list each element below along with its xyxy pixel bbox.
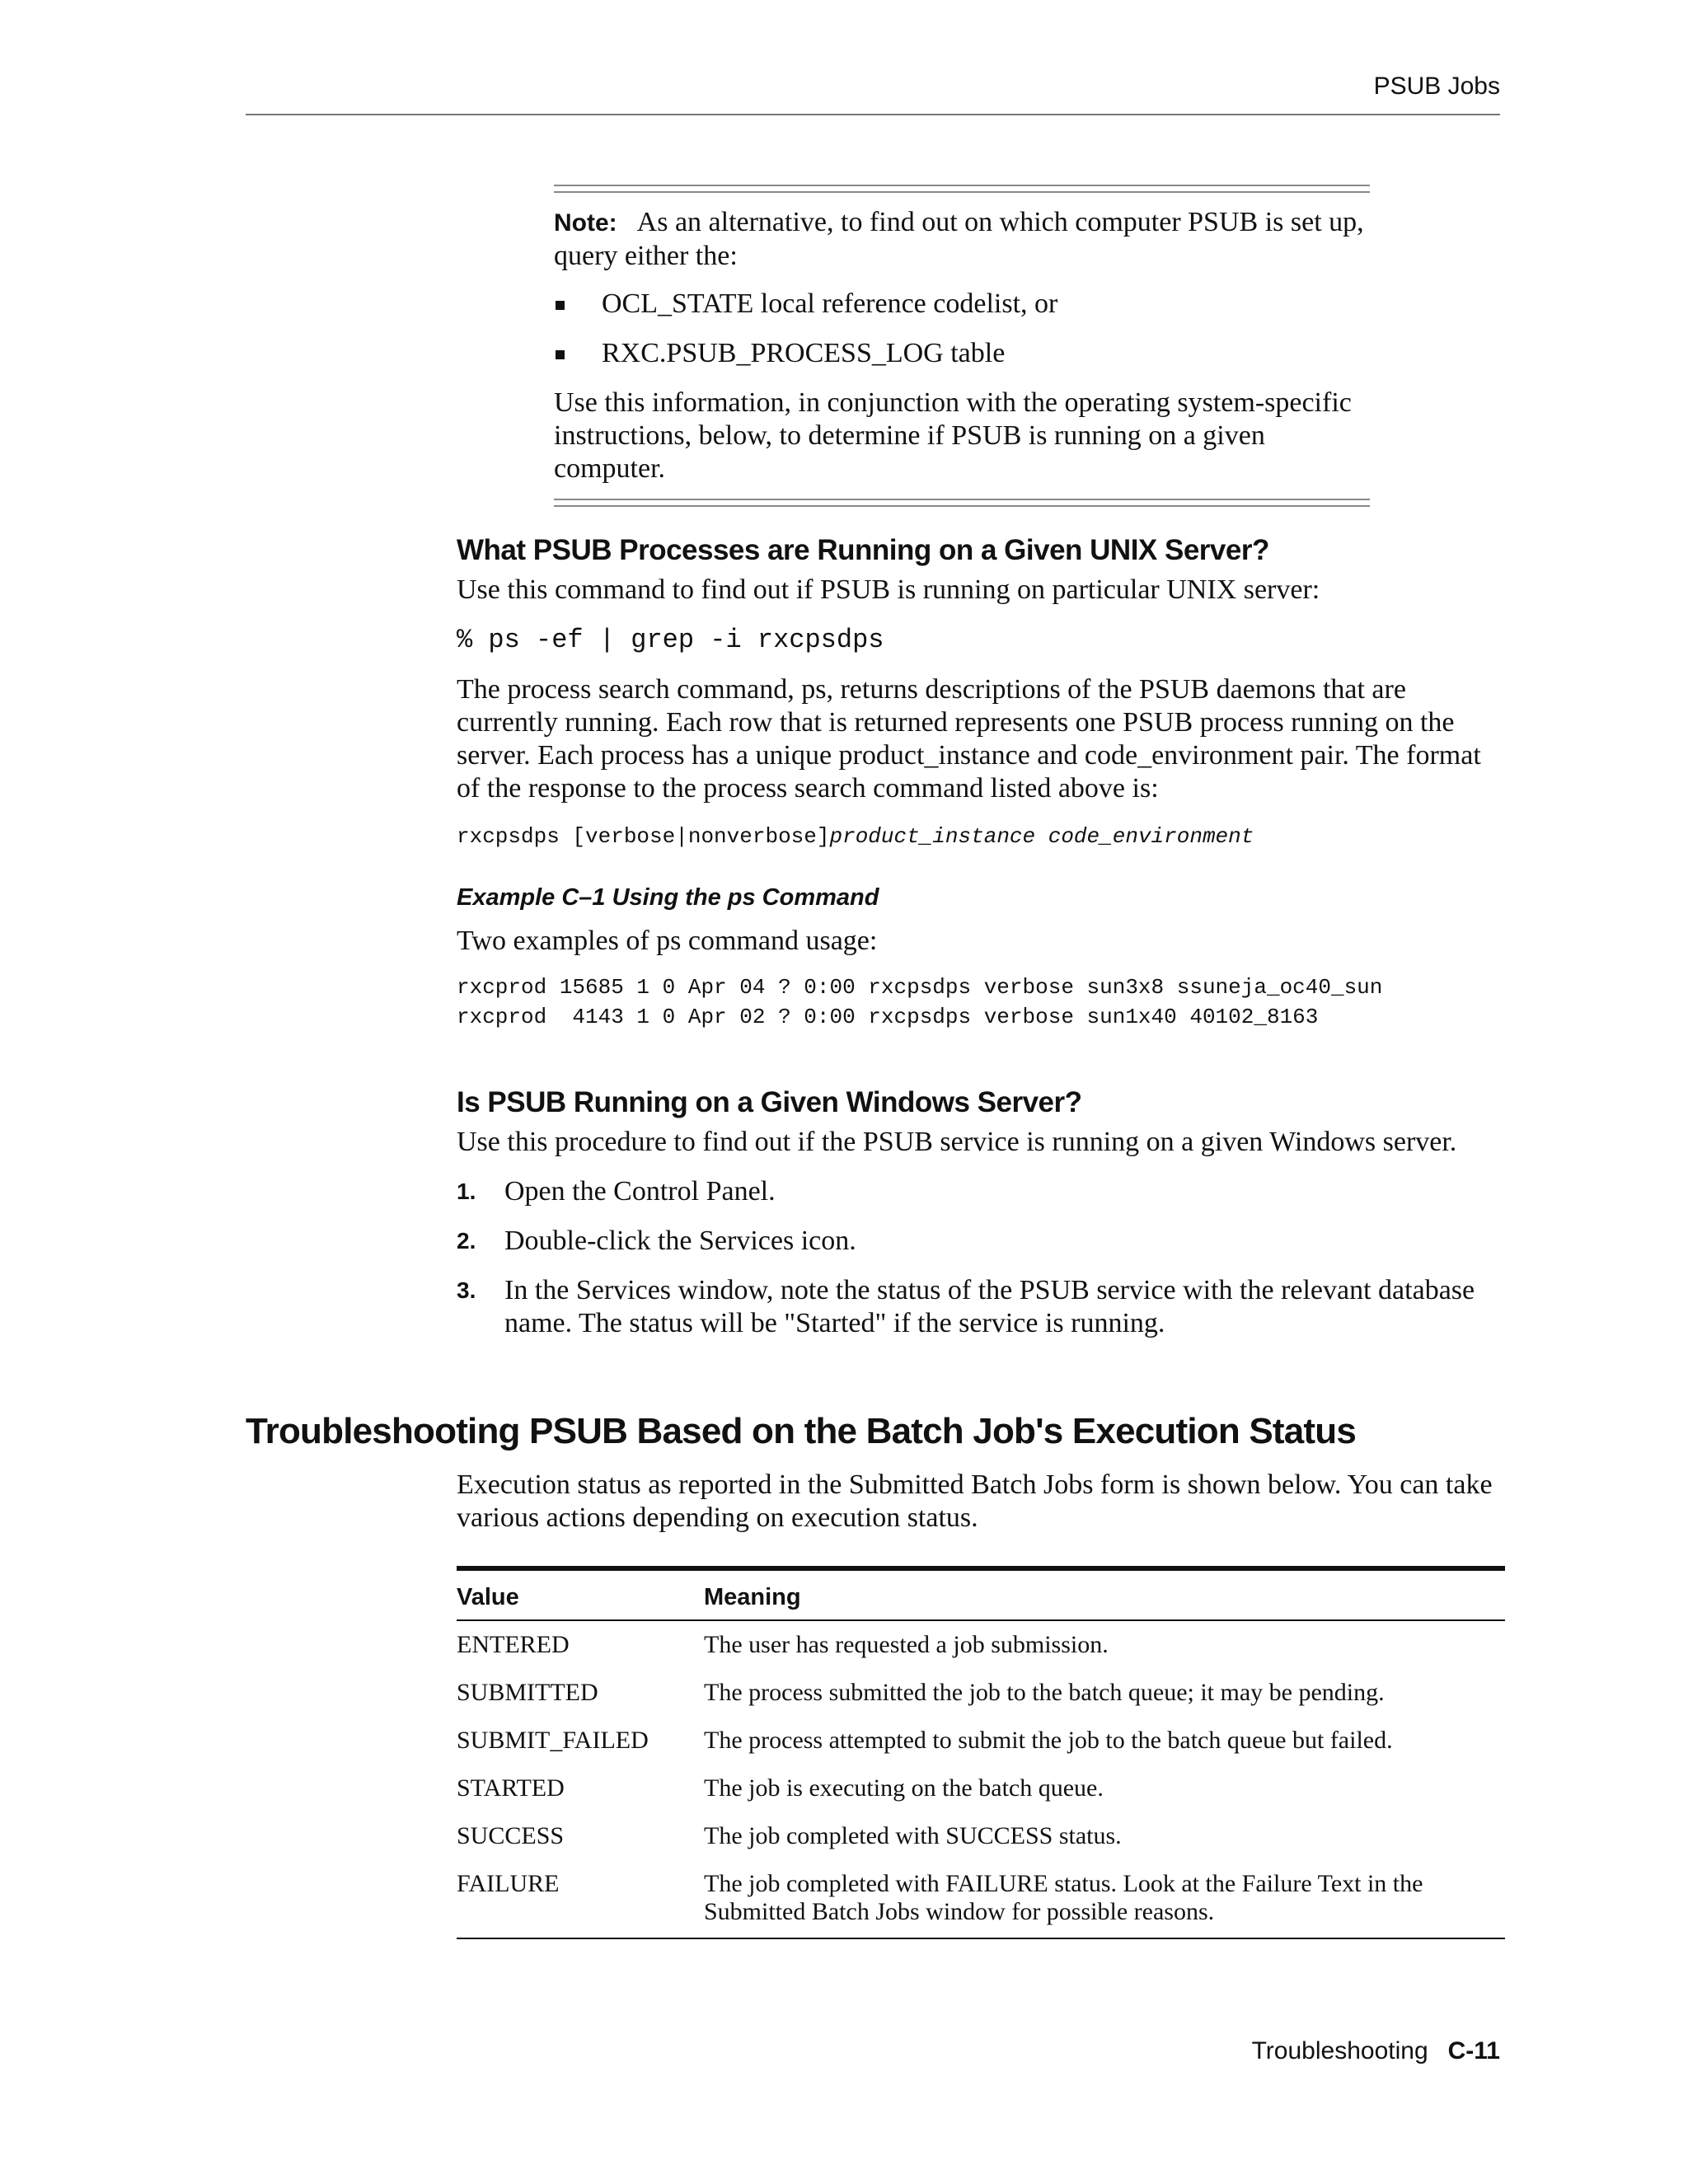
footer-section: Troubleshooting (1251, 2037, 1428, 2064)
table-row (457, 1620, 1505, 1669)
status-meaning: The user has requested a job submission. (704, 1631, 1109, 1658)
status-value: SUBMITTED (457, 1679, 598, 1706)
example-title: Example C–1 Using the ps Command (457, 884, 879, 911)
note-bullet-list (554, 288, 1370, 370)
column-header-value: Value (457, 1568, 704, 1620)
table-row (457, 1669, 1505, 1717)
note-body (554, 193, 1370, 499)
note-intro-text: As an alternative, to find out on which computer PSUB is set up, query either the: (554, 207, 1364, 271)
unix-section-heading: What PSUB Processes are Running on a Given UNIX Server? (457, 534, 1269, 566)
status-value: FAILURE (457, 1860, 704, 1938)
column-header-meaning: Meaning (704, 1568, 1505, 1620)
example-line: rxcprod 15685 1 0 Apr 04 ? 0:00 rxcpsdps verbose sun3x8 ssuneja_oc40_sun (457, 975, 1383, 1000)
note-intro (554, 206, 1370, 273)
unix-intro: Use this command to find out if PSUB is running on particular UNIX server: (457, 574, 1320, 605)
format-italic: product_instance code_environment (829, 824, 1254, 849)
status-meaning: The job completed with FAILURE status. Look at the Failure Text in the Submitted Batch Jobs window for possible reasons. (704, 1860, 1505, 1938)
step-item (457, 1225, 1503, 1258)
unix-section (457, 534, 1503, 1032)
unix-description: The process search command, ps, returns descriptions of the PSUB daemons that are currently running. Each row that is returned represents one PSUB process running on the server. Each process has a unique product_instance and code_environment pair. The format of the response to the process search command listed above is: (457, 674, 1481, 804)
step-text: In the Services window, note the status of the PSUB service with the relevant database name. The status will be "Started" if the service is running. (504, 1275, 1475, 1338)
status-meaning: The process attempted to submit the job to the batch queue but failed. (704, 1727, 1393, 1754)
step-number: 2. (457, 1228, 476, 1254)
windows-section (457, 1086, 1503, 1357)
note-bottom-rule (554, 499, 1370, 507)
status-meaning: The job is executing on the batch queue. (704, 1774, 1104, 1802)
example-intro: Two examples of ps command usage: (457, 926, 878, 956)
bullet-square-icon (556, 350, 565, 359)
table-row (457, 1717, 1505, 1765)
status-meaning: The job completed with SUCCESS status. (704, 1822, 1122, 1849)
status-value: ENTERED (457, 1631, 570, 1658)
example-line: rxcprod 4143 1 0 Apr 02 ? 0:00 rxcpsdps verbose sun1x40 40102_8163 (457, 1005, 1319, 1029)
list-item (554, 288, 1370, 321)
format-plain: rxcpsdps [verbose|nonverbose] (457, 824, 830, 849)
step-item (457, 1274, 1503, 1340)
windows-intro: Use this procedure to find out if the PSUB service is running on a given Windows server. (457, 1127, 1457, 1157)
page-footer (1252, 2037, 1500, 2065)
note-box (554, 185, 1370, 507)
status-value: STARTED (457, 1774, 565, 1802)
step-number: 1. (457, 1179, 476, 1204)
table-header-row (457, 1568, 1505, 1620)
running-head: PSUB Jobs (1373, 73, 1500, 100)
note-closing: Use this information, in conjunction with the operating system-specific instructions, below, to determine if PSUB is running on a given computer. (554, 387, 1352, 484)
step-item (457, 1175, 1503, 1208)
list-item-text: OCL_STATE local reference codelist, or (602, 288, 1058, 319)
step-text: Open the Control Panel. (504, 1176, 776, 1207)
status-meaning: The process submitted the job to the batch queue; it may be pending. (704, 1679, 1385, 1706)
unix-command: % ps -ef | grep -i rxcpsdps (457, 625, 884, 655)
windows-steps (457, 1175, 1503, 1340)
list-item (554, 337, 1370, 370)
step-number: 3. (457, 1277, 476, 1303)
table-row (457, 1860, 1505, 1938)
table-row (457, 1812, 1505, 1860)
header-rule (246, 114, 1500, 115)
note-label: Note: (554, 209, 617, 237)
example-code-block (457, 972, 1503, 1032)
execution-status-table (457, 1566, 1505, 1939)
page-number: C-11 (1447, 2037, 1500, 2064)
table-row (457, 1765, 1505, 1812)
bullet-square-icon (556, 301, 565, 310)
windows-section-heading: Is PSUB Running on a Given Windows Server? (457, 1086, 1082, 1118)
troubleshooting-section (457, 1469, 1503, 1939)
list-item-text: RXC.PSUB_PROCESS_LOG table (602, 338, 1006, 368)
status-value: SUCCESS (457, 1822, 565, 1849)
step-text: Double-click the Services icon. (504, 1226, 856, 1256)
format-syntax (457, 822, 1503, 851)
status-value: SUBMIT_FAILED (457, 1727, 649, 1754)
troubleshooting-intro: Execution status as reported in the Submitted Batch Jobs form is shown below. You can take various actions depending on execution status. (457, 1469, 1493, 1533)
note-top-rule (554, 185, 1370, 193)
troubleshooting-heading: Troubleshooting PSUB Based on the Batch Job's Execution Status (246, 1411, 1357, 1451)
